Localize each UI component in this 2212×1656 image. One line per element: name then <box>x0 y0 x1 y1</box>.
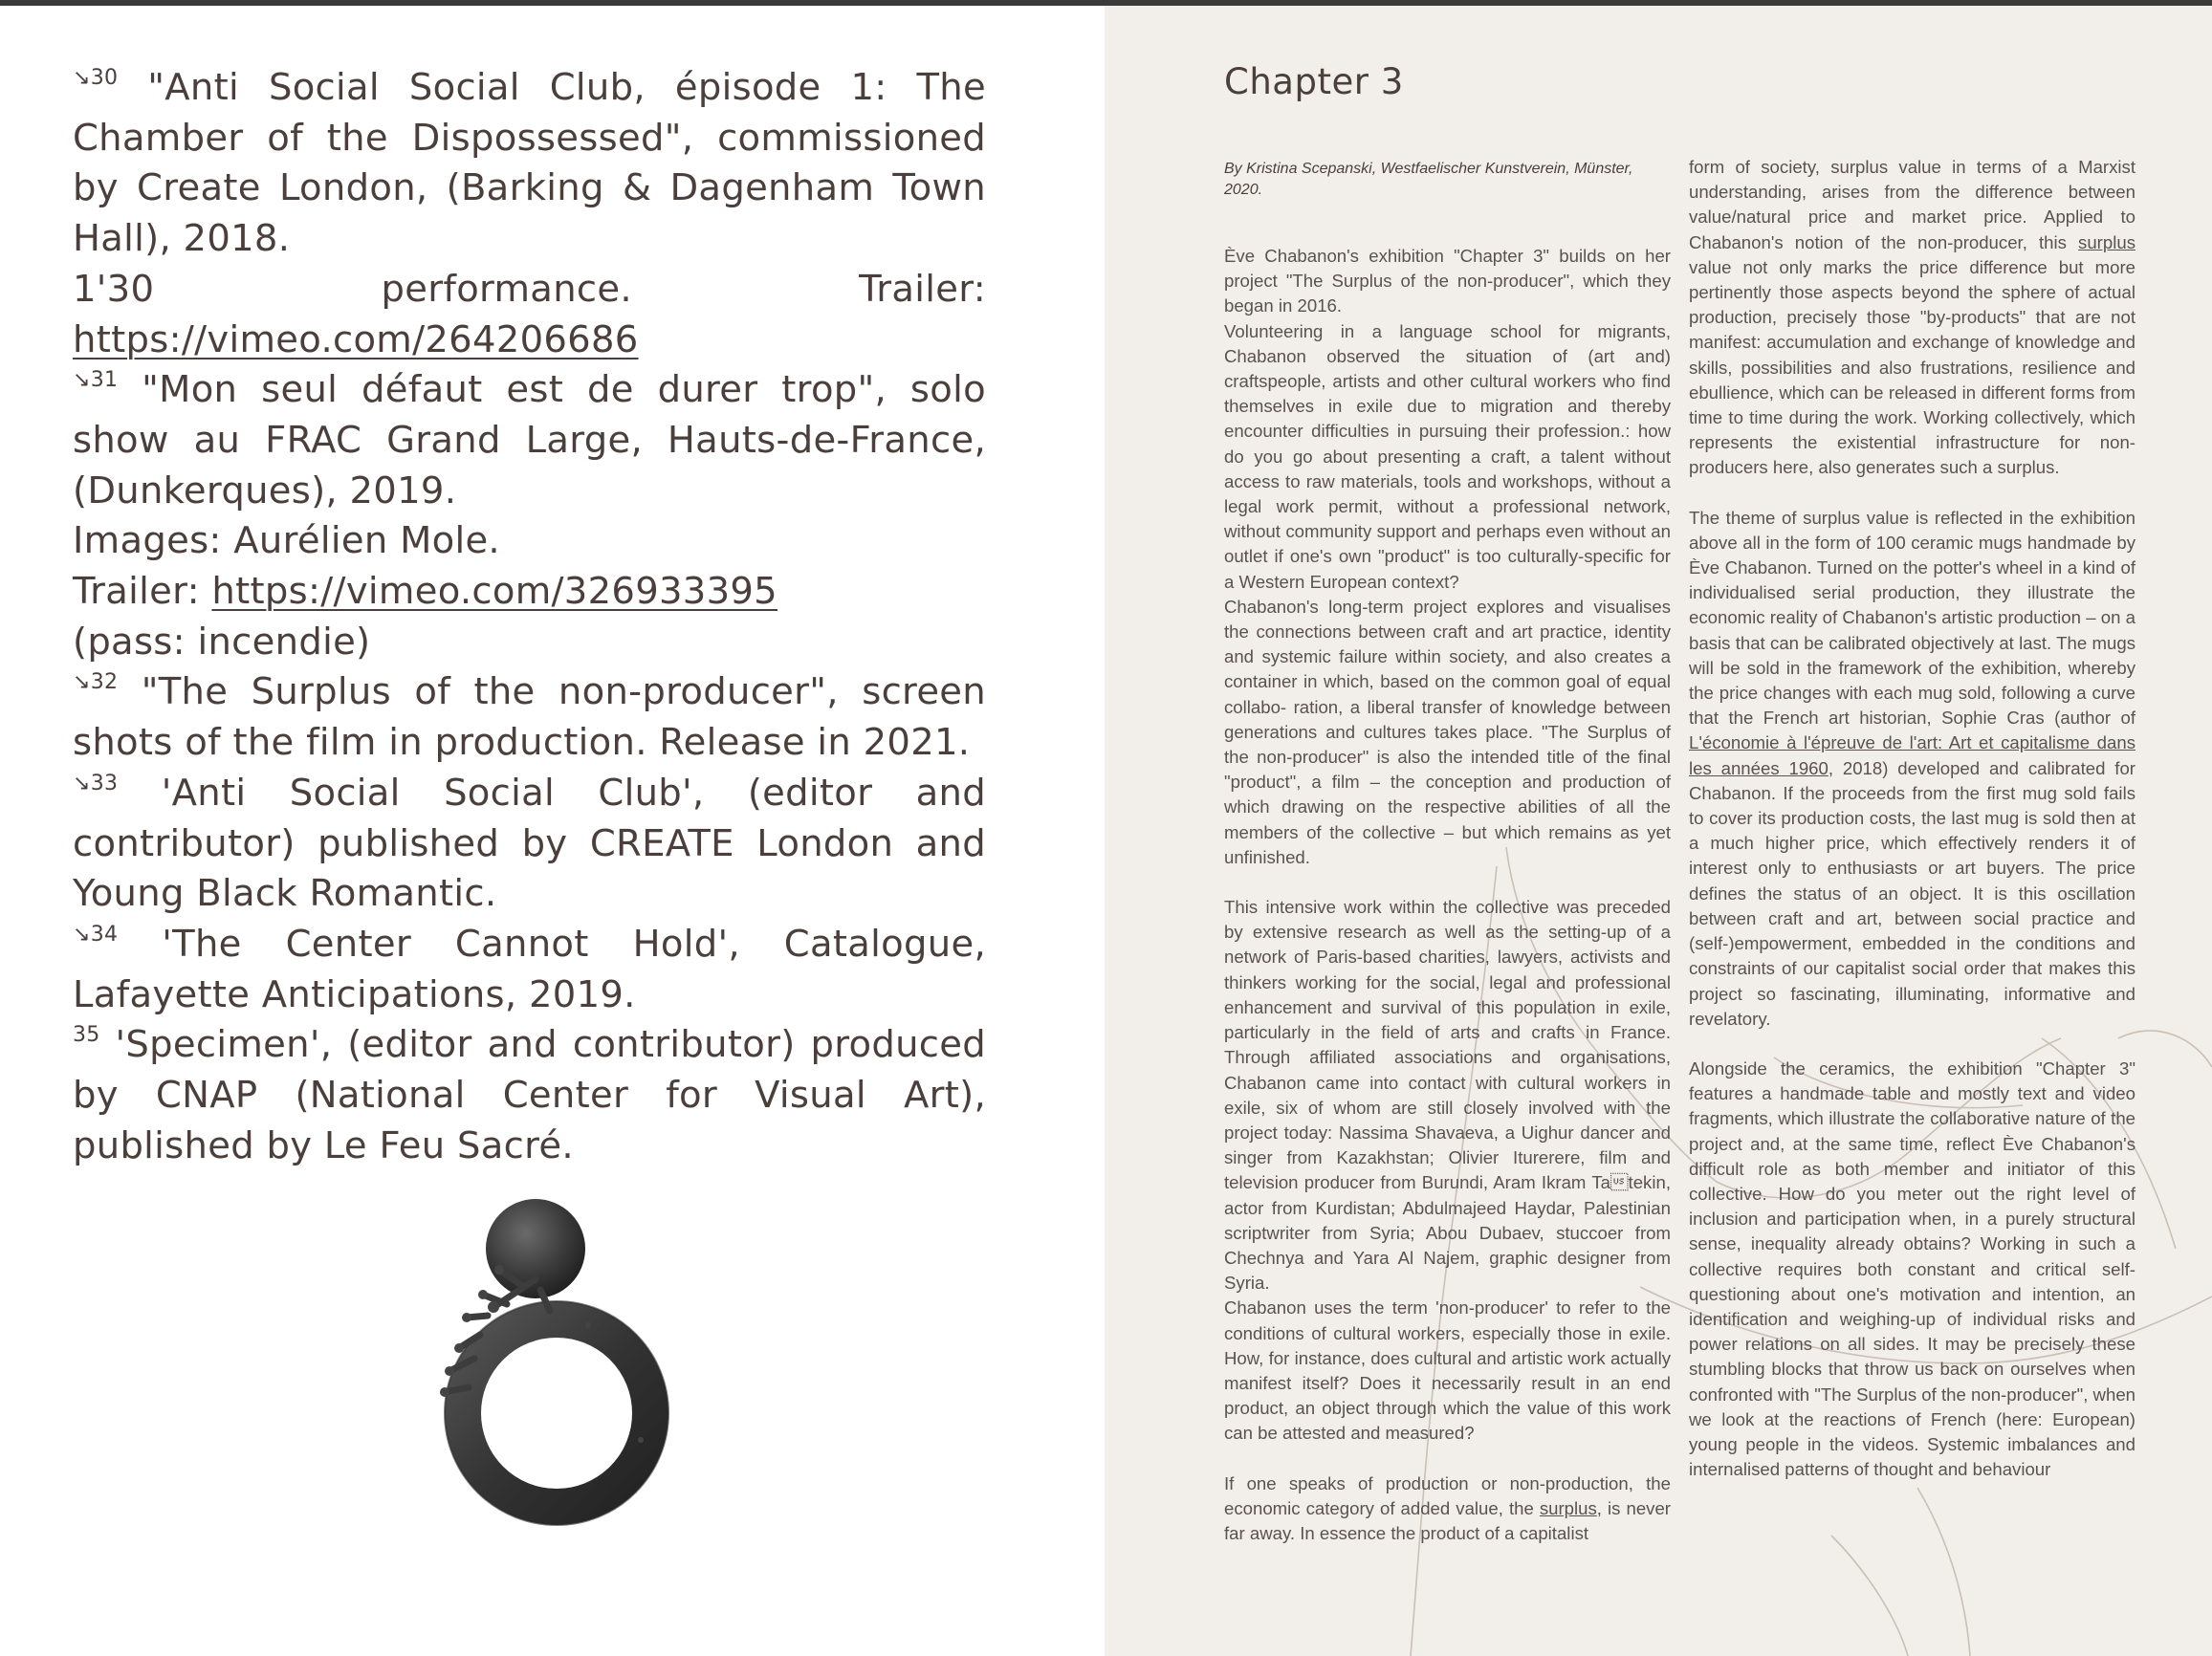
paragraph: Ève Chabanon's exhibition "Chapter 3" builds on her project "The Surplus of the non-producer", which they began in 2016. <box>1224 246 1671 316</box>
surplus-term: surplus <box>1539 1497 1597 1518</box>
footnotes <box>73 63 986 1171</box>
footnote-30-trailer: 1'30 performance. Trailer: https://vimeo.com/264206686 <box>73 267 986 361</box>
footnote-30: $^{↘30}$ "Anti Social Social Club, épisode 1: The Chamber of the Dispossessed", commissioned by Create London, (Barking & Dagenham Town Hall), 2018. <box>73 66 986 261</box>
footnote-31-images: Images: Aurélien Mole. <box>73 519 500 563</box>
footnote-31: $^{↘31}$ "Mon seul défaut est de durer trop", solo show au FRAC Grand Large, Hauts-de-France, (Dunkerques), 2019. <box>73 368 986 512</box>
paragraph: Alongside the ceramics, the exhibition "Chapter 3" features a handmade table and mostly text and video fragments, which illustrate the collaborative nature of the project and, at the same time, reflect Ève Chabanon's difficult role as both member and initiator of this collective. How do you meter out the right level of inclusion and participation when, in a purely structural sense, inequality already obtains? Working in such a collective requires both constant and critical self-questioning about one's motivation and intention, an identification and weighing-up of individual risks and power relations on all sides. It may be precisely these stumbling blocks that throw us back on ourselves when confronted with "The Surplus of the non-producer", when we look at the reactions of French (here: European) young people in the videos. Systemic imbalances and internalised patterns of thought and behaviour <box>1689 1057 2135 1480</box>
surplus-term: surplus <box>2078 231 2135 252</box>
left-page <box>0 6 1105 1656</box>
paragraph: Volunteering in a language school for migrants, Chabanon observed the situation of (art and) craftspeople, artists and other cultural workers who find themselves in exile due to migration and thereby encounter difficulties in pursuing their profession.: how do you go about presenting a craft, a talent without access to raw materials, tools and workshops, without a legal work permit, without a professional network, without community support and perhaps even without an outlet if one's own "product" is too culturally-specific for a Western European context? <box>1224 320 1671 592</box>
chapter-title: Chapter 3 <box>1224 61 1404 102</box>
paragraph: If one speaks of production or non-production, the economic category of added value, the surplus, is never far away. In essence the product of a capitalist <box>1224 1472 1671 1543</box>
footnote-31-pass: (pass: incendie) <box>73 620 371 664</box>
footnote-33: $^{↘33}$ 'Anti Social Social Club', (editor and contributor) published by CREATE London and Young Black Romantic. <box>73 771 986 916</box>
ceramic-ring-image <box>392 1191 708 1545</box>
text-column-2 <box>1689 155 2135 1482</box>
footnote-35: $^{35}$ 'Specimen', (editor and contributor) produced by CNAP (National Center for Visual Art), published by Le Feu Sacré. <box>73 1023 986 1167</box>
byline: By Kristina Scepanski, Westfaelischer Kunstverein, Münster, 2020. <box>1224 161 1633 198</box>
paragraph: form of society, surplus value in terms of a Marxist understanding, arises from the difference between value/natural price and market price. Applied to Chabanon's notion of the non-producer, this surplus value not only marks the price difference but more pertinently those aspects beyond the sphere of actual production, precisely those "by-products" that are not manifest: accumulation and exchange of knowledge and skills, possibilities and also frustrations, resilience and ebullience, which can be released in different forms from time to time during the work. Working collectively, which represents the existential infrastructure for non-producers here, also generates such a surplus. <box>1689 157 2135 478</box>
footnote-34: $^{↘34}$ 'The Center Cannot Hold', Catalogue, Lafayette Anticipations, 2019. <box>73 922 986 1016</box>
paragraph: This intensive work within the collective was preceded by extensive research as well as the setting-up of a network of Paris-based charities, lawyers, activists and thinkers working for the social, legal and professional enhancement and survival of this population in exile, particularly in the field of arts and crafts in France. Through affiliated associations and organisations, Chabanon came into contact with cultural workers in exile, six of whom are still closely involved with the project today: Nassima Shavaeva, a Uighur dancer and singer from Kazakhstan; Olivier Iturerere, film and television producer from Burundi, Aram Ikram Ta tekin, actor from Kurdistan; Abdulmajeed Haydar, Palestinian scriptwriter from Syria; Abou Dubaev, stuccoer from Chechnya and Yara Al Najem, graphic designer from Syria. <box>1224 897 1671 1294</box>
right-page <box>1105 6 2212 1656</box>
text-column-1 <box>1224 159 1671 1546</box>
paragraph: The theme of surplus value is reflected in the exhibition above all in the form of 100 ceramic mugs handmade by Ève Chabanon. Turned on the potter's wheel in a kind of individualised serial production, they illustrate the economic reality of Chabanon's artistic production – on a basis that can be calibrated objectively at last. The mugs will be sold in the framework of the exhibition, whereby the price changes with each mug sold, following a curve that the French art historian, Sophie Cras (author of L'économie à l'épreuve de l'art: Art et capitalisme dans les années 1960, 2018) developed and calibrated for Chabanon. If the proceeds from the first mug sold fails to cover its production costs, the last mug is sold then at a much higher price, which effectively renders it of interest only to enthusiasts or art buyers. The price defines the status of an object. It is this oscillation between craft and art, between social practice and (self-)empowerment, embedded in the conditions and constraints of our capitalist social order that makes this project so fascinating, illuminating, informative and revelatory. <box>1689 507 2135 1029</box>
footnote-32: $^{↘32}$ "The Surplus of the non-producer", screen shots of the film in production. Release in 2021. <box>73 670 986 765</box>
book-title: L'économie à l'épreuve de l'art: Art et capitalisme dans les années 1960 <box>1689 732 2135 778</box>
trailer-link-2[interactable]: https://vimeo.com/326933395 <box>211 570 777 614</box>
paragraph: Chabanon's long-term project explores and visualises the connections between craft and art practice, identity and systemic failure within society, and also creates a container in which, based on the common goal of equal collabo- ration, a liberal transfer of knowledge between generations and cultures takes place. "The Surplus of the non-producer" is also the intended title of the final "product", a film – the conception and production of which drawing on the respective abilities of all the members of the collective – but which remains as yet unfinished. <box>1224 596 1671 867</box>
paragraph: Chabanon uses the term 'non-producer' to refer to the conditions of cultural workers, especially those in exile. How, for instance, does cultural and artistic work actually manifest itself? Does it necessarily result in an end product, an object through which the value of this work can be attested and measured? <box>1224 1297 1671 1444</box>
trailer-link-1[interactable]: https://vimeo.com/264206686 <box>73 317 639 361</box>
footnote-31-trailer: Trailer: https://vimeo.com/326933395 <box>73 570 777 614</box>
